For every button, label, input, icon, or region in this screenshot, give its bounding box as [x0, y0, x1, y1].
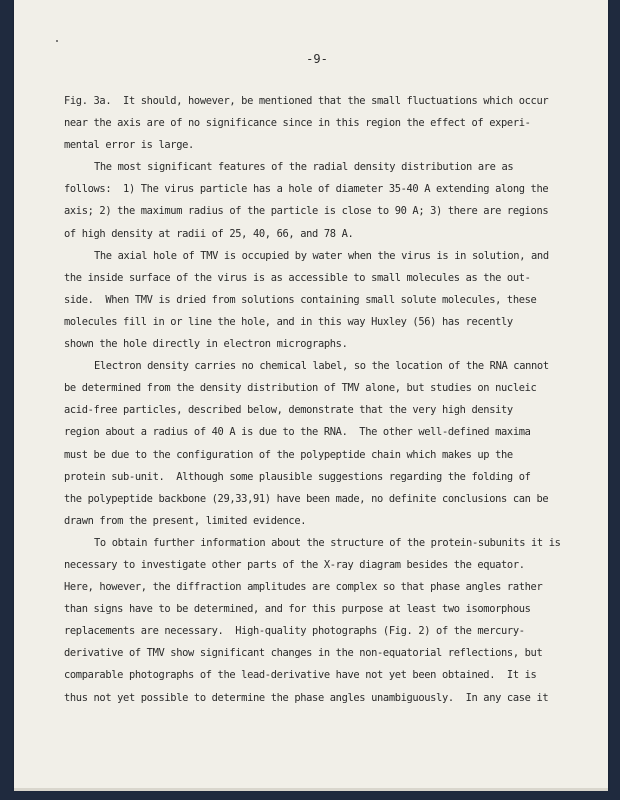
document-page — [14, 0, 608, 790]
text-line: region about a radius of 40 A is due to the RNA. The other well-defined maxima — [64, 426, 531, 439]
text-line: Here, however, the diffraction amplitudes are complex so that phase angles rather — [64, 581, 543, 594]
text-line: than signs have to be determined, and for this purpose at least two isomorphous — [64, 603, 531, 616]
text-line: the inside surface of the virus is as accessible to small molecules as the out- — [64, 271, 531, 284]
body-text — [64, 90, 564, 709]
page-bottom-edge — [14, 788, 608, 791]
text-line: side. When TMV is dried from solutions containing small solute molecules, these — [64, 293, 537, 306]
text-line: To obtain further information about the structure of the protein-subunits it is — [94, 536, 561, 549]
text-line: Fig. 3a. It should, however, be mentioned that the small fluctuations which occur — [64, 95, 549, 107]
paper-speck — [56, 40, 58, 42]
text-line: shown the hole directly in electron micrographs. — [64, 338, 348, 351]
text-line: replacements are necessary. High-quality photographs (Fig. 2) of the mercury- — [64, 625, 525, 638]
page-number: -9- — [306, 52, 328, 66]
text-line: drawn from the present, limited evidence. — [64, 514, 307, 527]
text-line: follows: 1) The virus particle has a hole of diameter 35-40 A extending along the — [64, 183, 549, 196]
text-line: necessary to investigate other parts of the X-ray diagram besides the equator. — [64, 558, 525, 571]
text-line: of high density at radii of 25, 40, 66, and 78 A. — [64, 227, 354, 240]
text-line: derivative of TMV show significant changes in the non-equatorial reflections, but — [64, 647, 543, 660]
text-line: The most significant features of the radial density distribution are as — [94, 161, 514, 174]
text-line: thus not yet possible to determine the phase angles unambiguously. In any case it — [64, 691, 549, 704]
text-line: protein sub-unit. Although some plausible suggestions regarding the folding of — [64, 470, 531, 483]
text-line: comparable photographs of the lead-derivative have not yet been obtained. It is — [64, 669, 537, 682]
text-line: near the axis are of no significance since in this region the effect of experi- — [64, 117, 531, 130]
text-line: acid-free particles, described below, demonstrate that the very high density — [64, 404, 513, 417]
text-line: be determined from the density distribution of TMV alone, but studies on nucleic — [64, 382, 537, 395]
text-line: molecules fill in or line the hole, and in this way Huxley (56) has recently — [64, 315, 513, 328]
text-line: Electron density carries no chemical label, so the location of the RNA cannot — [94, 360, 549, 373]
text-line: The axial hole of TMV is occupied by water when the virus is in solution, and — [94, 249, 549, 262]
text-line: mental error is large. — [64, 139, 194, 152]
text-line: axis; 2) the maximum radius of the particle is close to 90 A; 3) there are regions — [64, 205, 549, 218]
text-line: must be due to the configuration of the polypeptide chain which makes up the — [64, 448, 513, 461]
text-line: the polypeptide backbone (29,33,91) have been made, no definite conclusions can be — [64, 492, 549, 505]
